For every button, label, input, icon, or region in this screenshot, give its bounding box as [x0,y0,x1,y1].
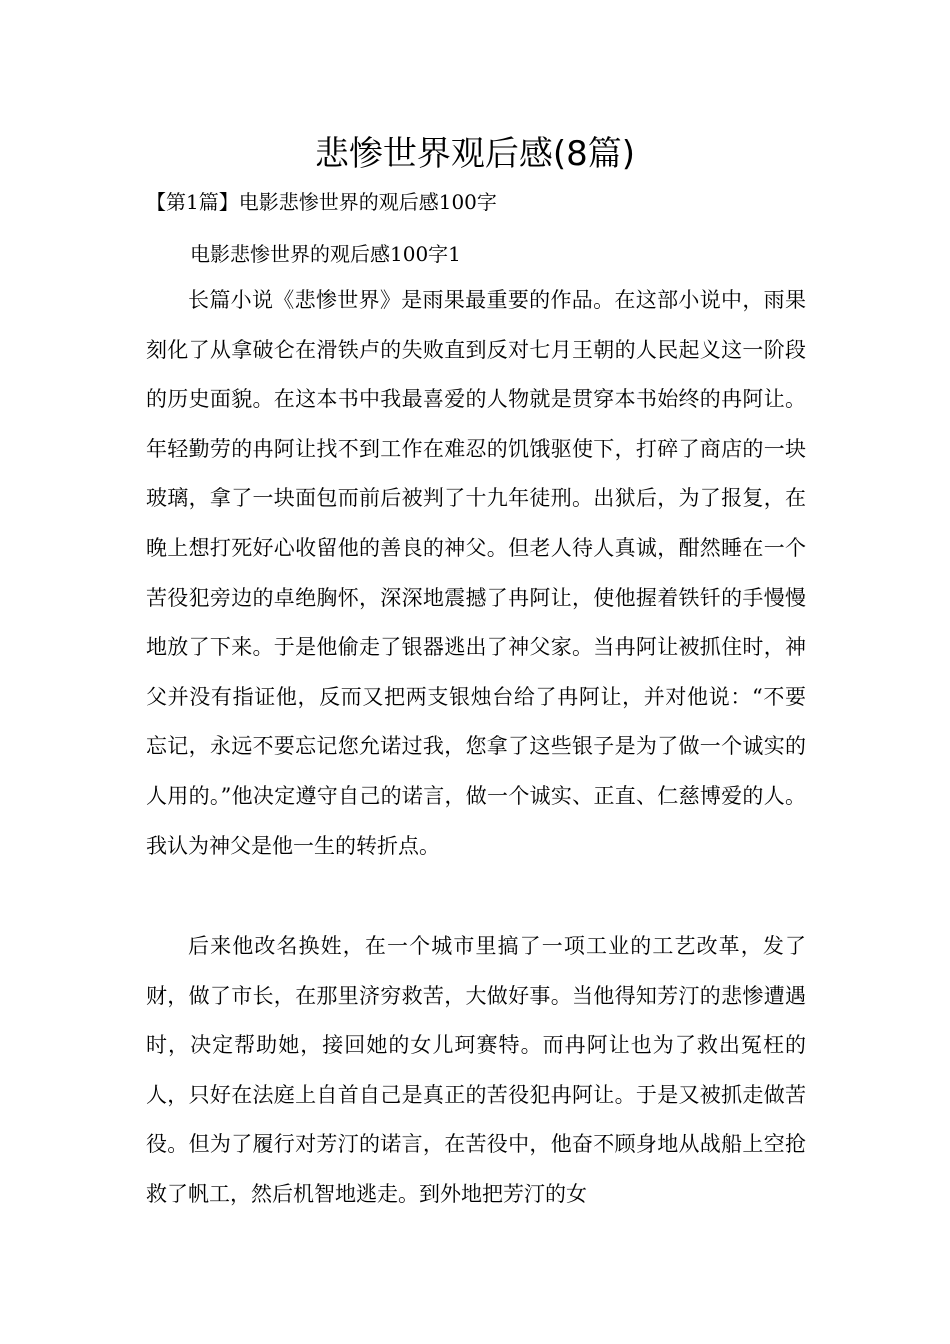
document-title: 悲惨世界观后感(8篇) [314,134,636,174]
section-heading: 【第1篇】电影悲惨世界的观后感100字 [146,190,497,214]
article-subheading: 电影悲惨世界的观后感100字1 [190,242,461,266]
body-paragraph-1: 长篇小说《悲惨世界》是雨果最重要的作品。在这部小说中，雨果刻化了从拿破仑在滑铁卢的失败直到反对七月王朝的人民起义这一阶段的历史面貌。在这本书中我最喜爱的人物就是贯穿本书始终的冉阿让。年轻勤劳的冉阿让找不到工作在难忍的饥饿驱使下，打碎了商店的一块玻璃，拿了一块面包而前后被判了十九年徒刑。出狱后，为了报复，在晚上想打死好心收留他的善良的神父。但老人待人真诚，酣然睡在一个苦役犯旁边的卓绝胸怀，深深地震撼了冉阿让，使他握着铁钎的手慢慢地放了下来。于是他偷走了银器逃出了神父家。当冉阿让被抓住时，神父并没有指证他，反而又把两支银烛台给了冉阿让，并对他说：“不要忘记，永远不要忘记您允诺过我，您拿了这些银子是为了做一个诚实的人用的。”他决定遵守自己的诺言，做一个诚实、正直、仁慈博爱的人。我认为神父是他一生的转折点。 [146,288,806,858]
body-paragraph-2: 后来他改名换姓，在一个城市里搞了一项工业的工艺改革，发了财，做了市长，在那里济穷救苦，大做好事。当他得知芳汀的悲惨遭遇时，决定帮助她，接回她的女儿珂赛特。而冉阿让也为了救出冤枉的人，只好在法庭上自首自己是真正的苦役犯冉阿让。于是又被抓走做苦役。但为了履行对芳汀的诺言，在苦役中，他奋不顾身地从战船上空抢救了帆工，然后机智地逃走。到外地把芳汀的女 [146,934,806,1206]
